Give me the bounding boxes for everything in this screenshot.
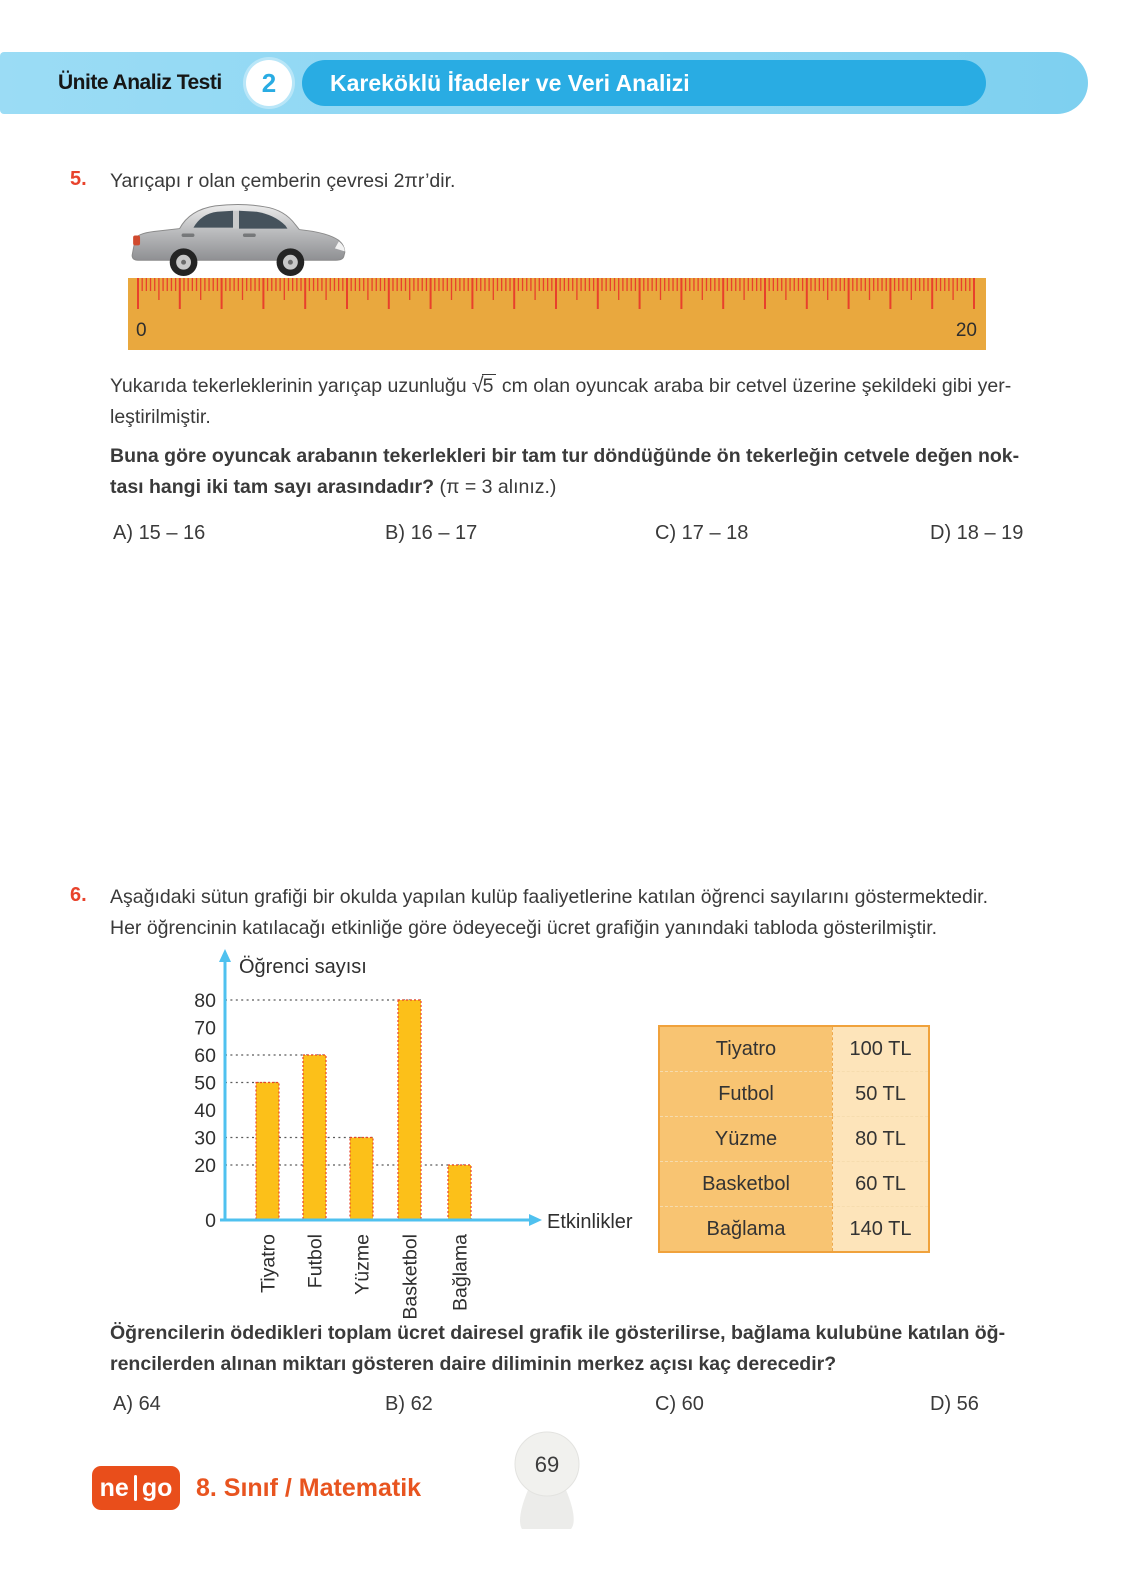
logo-divider <box>134 1475 137 1501</box>
activity-fee-table <box>658 1025 930 1253</box>
option-d: D) 56 <box>930 1393 979 1415</box>
svg-text:Basketbol: Basketbol <box>399 1234 422 1320</box>
option-c: C) 60 <box>655 1393 704 1415</box>
page-number-badge <box>508 1430 586 1532</box>
question-5-number: 5. <box>70 168 87 190</box>
table-cell-fee: 80 TL <box>832 1116 928 1161</box>
option-b: B) 62 <box>385 1393 433 1415</box>
question-6-stem: Öğrencilerin ödedikleri toplam ücret dairesel grafik ile gösterilirse, bağlama kulubüne katılan öğ- rencilerden alınan miktarı gösteren daire diliminin merkez açısı kaç derecedir? <box>110 1322 1006 1375</box>
ruler-image <box>128 278 986 350</box>
table-cell-fee: 60 TL <box>832 1161 928 1206</box>
option-a: A) 15 – 16 <box>113 522 206 544</box>
svg-text:50: 50 <box>194 1072 216 1095</box>
table-cell-activity: Bağlama <box>660 1206 832 1251</box>
svg-text:Tiyatro: Tiyatro <box>257 1234 280 1293</box>
table-cell-activity: Yüzme <box>660 1116 832 1161</box>
test-number-badge: 2 <box>246 60 292 106</box>
option-d: D) 18 – 19 <box>930 522 1024 544</box>
option-a: A) 64 <box>113 1393 161 1415</box>
option-c: C) 17 – 18 <box>655 522 749 544</box>
svg-text:70: 70 <box>194 1017 216 1040</box>
svg-text:0: 0 <box>205 1210 216 1232</box>
question-5-stem: Buna göre oyuncak arabanın tekerlekleri bir tam tur döndüğünde ön tekerleğin cetvele değen nok- tası hangi iki tam sayı arasındadır? (π = 3 alınız.) <box>110 445 1020 498</box>
svg-text:80: 80 <box>194 990 216 1012</box>
ruler-tick-marks <box>128 278 986 320</box>
option-b: B) 16 – 17 <box>385 522 478 544</box>
ruler-start-label: 0 <box>136 320 147 341</box>
question-6-number: 6. <box>70 884 87 906</box>
table-cell-activity: Tiyatro <box>660 1027 832 1071</box>
table-cell-fee: 140 TL <box>832 1206 928 1251</box>
svg-text:Yüzme: Yüzme <box>351 1234 374 1295</box>
table-cell-fee: 50 TL <box>832 1071 928 1116</box>
svg-text:60: 60 <box>194 1045 216 1067</box>
header-title: Ünite Analiz Testi <box>58 71 222 94</box>
svg-text:Bağlama: Bağlama <box>449 1234 472 1311</box>
page-number: 69 <box>534 1452 560 1477</box>
toy-car-image <box>122 190 350 281</box>
ruler-end-label: 20 <box>955 320 977 341</box>
question-6-options <box>0 1393 1122 1423</box>
table-cell-fee: 100 TL <box>832 1027 928 1071</box>
table-cell-activity: Futbol <box>660 1071 832 1116</box>
svg-text:30: 30 <box>194 1127 216 1150</box>
student-count-bar-chart <box>193 948 663 1348</box>
question-5-options <box>0 522 1122 552</box>
page-header <box>0 52 1088 114</box>
question-5-intro: Yarıçapı r olan çemberin çevresi 2πr’dir. <box>110 170 456 192</box>
svg-text:Öğrenci sayısı: Öğrenci sayısı <box>239 956 367 978</box>
question-6-paragraph: Aşağıdaki sütun grafiği bir okulda yapılan kulüp faaliyetlerine katılan öğrenci sayılarını göstermektedir. Her öğrencinin katılacağı etkinliğe göre ödeyeceği ücret grafiğin yanındaki tabloda gösterilmiştir. <box>110 886 988 939</box>
svg-text:Futbol: Futbol <box>304 1234 327 1289</box>
unit-subtitle-banner: Kareköklü İfadeler ve Veri Analizi <box>302 60 986 106</box>
svg-text:20: 20 <box>194 1155 216 1177</box>
svg-text:Etkinlikler: Etkinlikler <box>547 1211 633 1233</box>
tail-light <box>133 236 140 246</box>
sqrt-5-expression: √5 <box>472 375 496 397</box>
question-5-paragraph: Yukarıda tekerleklerinin yarıçap uzunluğu √5 cm olan oyuncak araba bir cetvel üzerine şekildeki gibi yer- leştirilmiştir. <box>110 374 1012 428</box>
table-cell-activity: Basketbol <box>660 1161 832 1206</box>
publisher-logo: ne go <box>92 1466 180 1510</box>
footer-grade-subject: 8. Sınıf / Matematik <box>196 1474 422 1502</box>
svg-text:40: 40 <box>194 1100 216 1122</box>
